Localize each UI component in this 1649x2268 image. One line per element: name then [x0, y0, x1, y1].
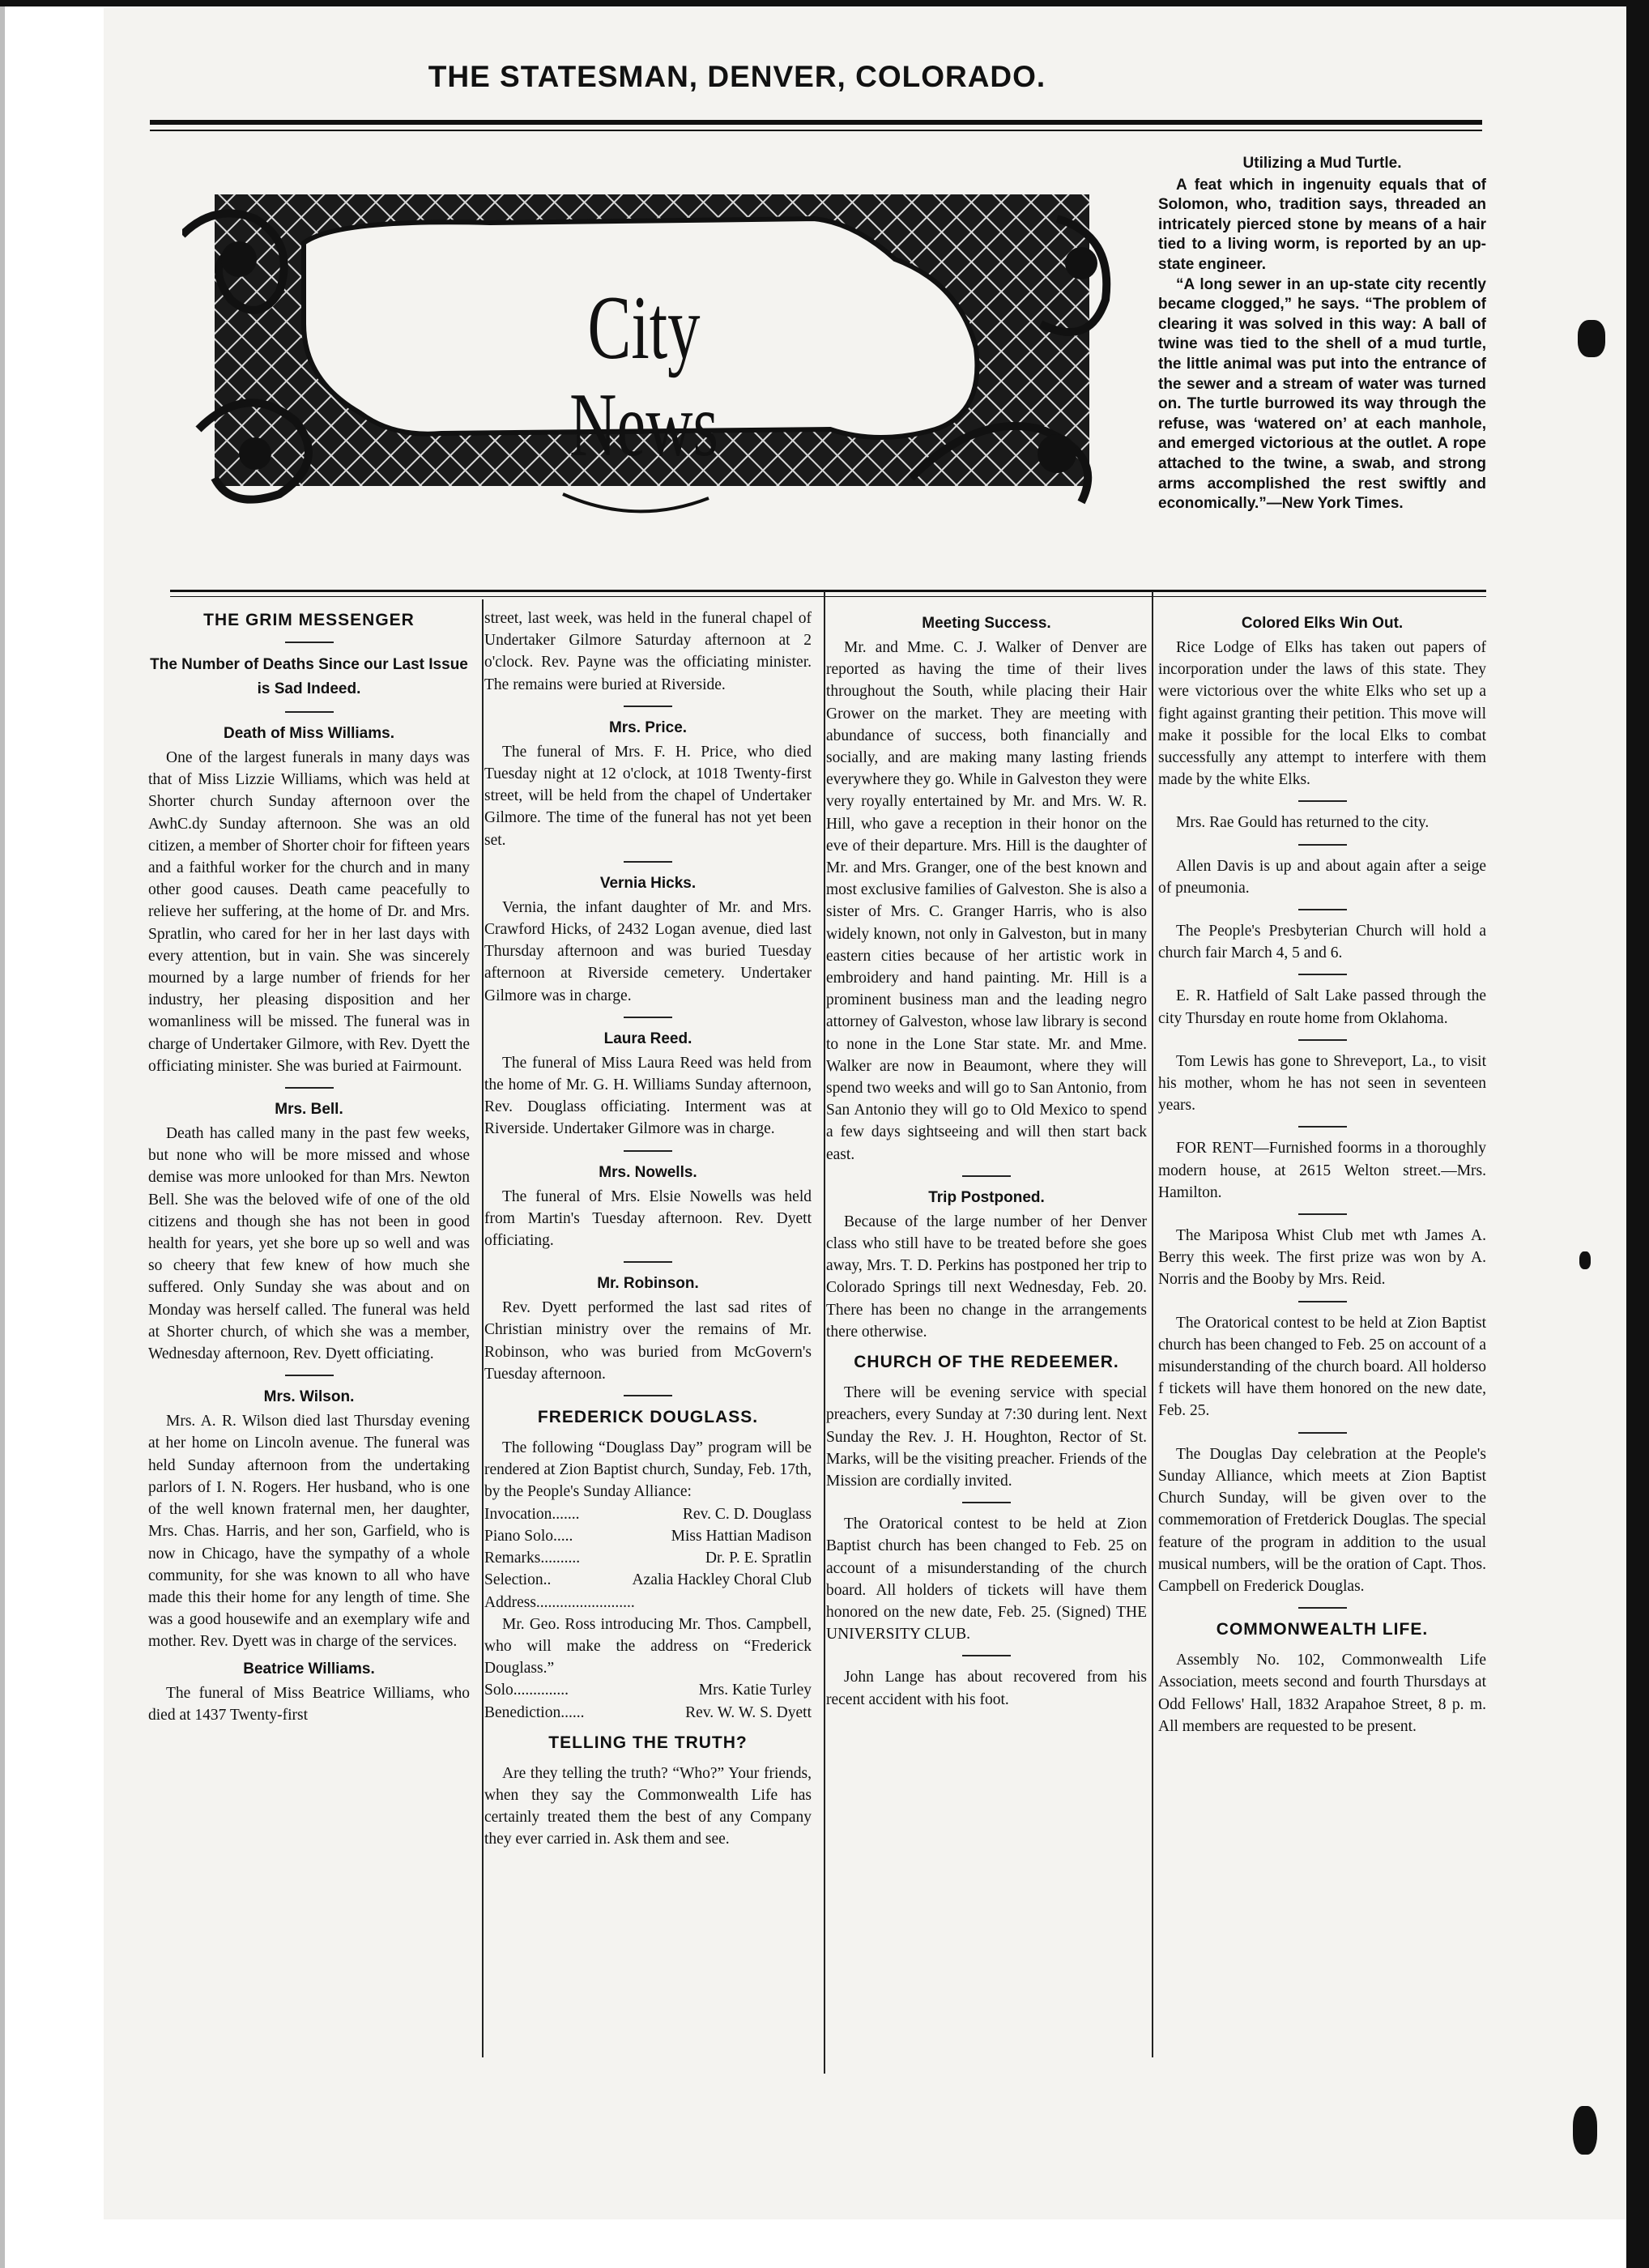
column-3 — [826, 608, 1147, 1711]
program-line — [484, 1503, 812, 1525]
sidebar-story-paragraph: “A long sewer in an up-state city recently became clogged,” he says. “The problem of clearing it was solved in this way: A ball of twine was tied to the shell of a mud turtle, the little animal was put into the entrance of the sewer and a stream of water was turned on. The turtle burrowed its way through the refuse, was ‘watered on’ at each manhole, and emerged victorious at the outlet. A rope attached to the twine, a swab, and strong arms accomplished the rest swiftly and economically.”—New York Times. — [1158, 275, 1486, 513]
dash-rule — [624, 1261, 672, 1263]
elks-text: Rice Lodge of Elks has taken out papers of incorporation under the laws of this state. They were victorious over the white Elks who set up a fight against granting their petition. This move will make it possible for the local Elks to combat successfully any attempt to interfere with them made by the white Elks. — [1158, 639, 1486, 789]
redeemer-heading: CHURCH OF THE REDEEMER. — [854, 1353, 1119, 1372]
obituary-heading: Mrs. Wilson. — [263, 1388, 355, 1406]
local-item: Mrs. Rae Gould has returned to the city. — [1176, 814, 1430, 832]
dash-rule — [285, 711, 334, 713]
grim-messenger-subheading: The Number of Deaths Since our Last Issue is Sad Indeed. — [150, 656, 468, 697]
dash-rule — [1298, 1126, 1347, 1128]
dash-rule — [962, 1175, 1011, 1177]
dash-rule — [1298, 1301, 1347, 1302]
obituary-text: One of the largest funerals in many days was that of Miss Lizzie Williams, which was held at Shorter church Sunday afternoon over the AwhC.dy Sunday afternoon. She was an old citizen, a member of Shorter choir for fifteen years and a faithful worker for the church and in many other good causes. Death came peacefully to relieve her suffering, at the home of Dr. and Mrs. Spratlin, who cared for her in her last days with every attention, but in vain. She was sincerely mourned by a large number of friends for her industry, her pleasing disposition and her womanliness will be missed. The funeral was in charge of Undertaker Gilmore, with Rev. Dyett the officiating minister. She was buried at Fairmount. — [148, 749, 470, 1075]
local-item: FOR RENT—Furnished foorms in a thoroughly modern house, at 2615 Welton street.—Mrs. Hamilton. — [1158, 1140, 1486, 1201]
local-item: Allen Davis is up and about again after a seige of pneumonia. — [1158, 857, 1486, 897]
obituary-text: Rev. Dyett performed the last sad rites of Christian ministry over the remains of Mr. Robinson, who was buried from McGovern's Tuesday afternoon. — [484, 1299, 812, 1383]
program-item: Selection.. — [484, 1571, 552, 1589]
obituary-heading: Mrs. Price. — [608, 718, 688, 736]
program-line — [484, 1592, 812, 1614]
column-2 — [484, 608, 812, 1851]
column-4 — [1158, 608, 1486, 1737]
obituary-text: The funeral of Mrs. Elsie Nowells was held from Martin's Tuesday afternoon. Rev. Dyett officiating. — [484, 1187, 812, 1250]
grim-messenger-heading: THE GRIM MESSENGER — [203, 611, 415, 629]
obituary-text: The funeral of Miss Beatrice Williams, who died at 1437 Twenty-first — [148, 1684, 470, 1724]
obituary-text: Death has called many in the past few weeks, but none who will be more missed and whose demise was more unlooked for than Mrs. Newton Bell. She was the beloved wife of one of the old citizens and though she has not been in good health for years, yet she bore up so well and was so cheery that few knew of how much she suffered. Only Sunday she was about and on Monday was herself called. The funeral was held at Shorter church, of which she was a member, Wednesday afternoon, Rev. Dyett officiating. — [148, 1125, 470, 1363]
column-divider — [1152, 591, 1153, 2057]
local-item: E. R. Hatfield of Salt Lake passed through the city Thursday en route home from Oklahoma. — [1158, 987, 1486, 1027]
obituary-text: The funeral of Miss Laura Reed was held from the home of Mr. G. H. Williams Sunday afternoon, Rev. Douglass officiating. Interment was at Riverside. Undertaker Gilmore was in charge. — [484, 1054, 812, 1138]
section-rule-thin — [170, 596, 1486, 597]
lange-text: John Lange has about recovered from his recent accident with his foot. — [826, 1669, 1147, 1708]
column-1 — [148, 601, 470, 1726]
column-divider — [482, 599, 484, 2057]
program-line — [484, 1547, 812, 1569]
program-performer: Azalia Hackley Choral Club — [632, 1571, 812, 1589]
program-performer: Miss Hattian Madison — [671, 1527, 812, 1545]
dash-rule — [624, 861, 672, 863]
program-performer: Rev. C. D. Douglass — [682, 1505, 812, 1523]
trip-text: Because of the large number of her Denver class who still have to be treated before she goes away, Mrs. T. D. Perkins has postponed her trip to Colorado Springs till next Wednesday, Feb. 20. There has been no change in the arrangements there otherwise. — [826, 1213, 1147, 1341]
commonwealth-heading: COMMONWEALTH LIFE. — [1216, 1620, 1429, 1639]
dash-rule — [962, 1502, 1011, 1503]
obituary-heading: Mrs. Nowells. — [599, 1163, 697, 1181]
obituary-heading: Mrs. Bell. — [275, 1101, 343, 1119]
program-item: Solo.............. — [484, 1682, 569, 1699]
dash-rule — [1298, 800, 1347, 802]
local-item: The Oratorical contest to be held at Zion Baptist church has been changed to Feb. 25 on account of a misunderstanding of the church board. All holderso f tickets will have them honored on the new date, Feb. 25. — [1158, 1314, 1486, 1420]
truth-text: Are they telling the truth? “Who?” Your friends, when they say the Commonwealth Life has certainly treated them the best of any Company they ever carried in. Ask them and see. — [484, 1764, 812, 1848]
local-item: The People's Presbyterian Church will hold a church fair March 4, 5 and 6. — [1158, 923, 1486, 962]
scan-right-edge — [1626, 0, 1649, 2268]
douglass-intro: The following “Douglass Day” program will be rendered at Zion Baptist church, Sunday, Feb. 17th, by the People's Sunday Alliance: — [484, 1439, 812, 1501]
dash-rule — [962, 1655, 1011, 1656]
program-item: Address......................... — [484, 1593, 635, 1611]
program-line — [484, 1702, 812, 1724]
sidebar-story-paragraph: A feat which in ingenuity equals that of Solomon, who, tradition says, threaded an intricately pierced stone by means of a hair tied to a living worm, is reported by an up-state engineer. — [1158, 176, 1486, 273]
punch-hole-icon — [1573, 2106, 1597, 2155]
local-item: The Mariposa Whist Club met wth James A. Berry this week. The first prize was won by A. Norris and the Booby by Mrs. Reid. — [1158, 1227, 1486, 1289]
dash-rule — [624, 706, 672, 707]
sidebar-story — [1158, 154, 1486, 514]
program-note: Mr. Geo. Ross introducing Mr. Thos. Campbell, who will make the address on “Frederick Douglass.” — [484, 1615, 812, 1678]
dash-rule — [624, 1395, 672, 1396]
sidebar-story-heading: Utilizing a Mud Turtle. — [1242, 155, 1402, 172]
program-performer: Mrs. Katie Turley — [698, 1682, 812, 1699]
local-item: Tom Lewis has gone to Shreveport, La., to visit his mother, whom he has not seen in seventeen years. — [1158, 1052, 1486, 1115]
dash-rule — [1298, 844, 1347, 846]
column-divider — [824, 591, 825, 2074]
dash-rule — [285, 1375, 334, 1376]
program-item: Invocation....... — [484, 1505, 580, 1523]
obituary-heading: Beatrice Williams. — [243, 1660, 375, 1678]
punch-hole-icon — [1579, 1251, 1591, 1269]
dash-rule — [1298, 1213, 1347, 1215]
banner-title: City News — [569, 278, 718, 475]
obituary-heading: Laura Reed. — [603, 1030, 692, 1047]
obituary-heading: Death of Miss Williams. — [224, 725, 394, 742]
program-performer: Rev. W. W. S. Dyett — [685, 1703, 812, 1721]
douglass-heading: FREDERICK DOUGLASS. — [537, 1408, 759, 1427]
trip-heading: Trip Postponed. — [928, 1188, 1045, 1206]
dash-rule — [1298, 974, 1347, 975]
truth-heading: TELLING THE TRUTH? — [548, 1733, 748, 1752]
oratorical-text: The Oratorical contest to be held at Zion Baptist church has been changed to Feb. 25 on account of a misunderstanding of the church board. All holders of tickets will have them honored on the new date, Feb. 25. (Signed) THE UNIVERSITY CLUB. — [826, 1516, 1147, 1643]
obituary-text: The funeral of Mrs. F. H. Price, who died Tuesday night at 12 o'clock, at 1018 Twenty-first street, will be held from the chapel of Undertaker Gilmore. The time of the funeral has not yet been set. — [484, 743, 812, 849]
dash-rule — [1298, 1432, 1347, 1434]
meeting-text: Mr. and Mme. C. J. Walker of Denver are reported as having the time of their lives throughout the South, while placing their Hair Grower on the market. They are meeting with abundance of success, both financially and socially, and are making many lasting friends everywhere they go. While in Galveston they were very royally entertained by Mr. and Mrs. W. R. Hill, who gave a reception in their honor on the eve of their departure. Mrs. Hill is the daughter of Mr. and Mrs. Granger, one of the best known and most exclusive families of Galveston. She is also a sister of Mrs. C. Granger Harris, who is also widely known, not only in Galveston, but in many eastern cities because of her artistic work in embroidery and hand painting. Mr. Hill is a prominent business man and the leading negro attorney of Galveston, whose law library is second to none in the Lone Star state. Mr. and Mme. Walker are now in Beaumont, where they will spend two weeks and will go to San Antonio, from San Antonio they will go to Old Mexico to spend a few days sightseeing and will then start back east. — [826, 639, 1147, 1163]
program-line — [484, 1525, 812, 1547]
program-line — [484, 1569, 812, 1591]
program-line — [484, 1679, 812, 1701]
obituary-text: Mrs. A. R. Wilson died last Thursday evening at her home on Lincoln avenue. The funeral was held Sunday afternoon from the undertaking parlors of I. N. Rogers. Her husband, who is one of the well known fraternal men, her daughter, Mrs. Chas. Harris, and her son, Garfield, who is now in Chicago, have the sympathy of a whole community, for she was known to all who have made this their home for any length of time. She was a good housewife and an exemplary wife and mother. Rev. Dyett was in charge of the services. — [148, 1413, 470, 1651]
meeting-heading: Meeting Success. — [922, 615, 1051, 632]
masthead-rule — [150, 120, 1482, 125]
dash-rule — [624, 1150, 672, 1152]
program-item: Benediction...... — [484, 1703, 585, 1721]
redeemer-text: There will be evening service with special preachers, every Sunday at 7:30 during lent. Next Sunday the Rev. J. H. Houghton, Rector of St. Marks, will be the visiting preacher. Friends of the Mission are cordially invited. — [826, 1384, 1147, 1490]
program-performer: Dr. P. E. Spratlin — [705, 1550, 812, 1567]
obituary-text: street, last week, was held in the funeral chapel of Undertaker Gilmore Saturday afternoon at 2 o'clock. Rev. Payne was the officiating minister. The remains were buried at Riverside. — [484, 610, 812, 693]
punch-hole-icon — [1578, 320, 1605, 357]
dash-rule — [285, 1087, 334, 1089]
scan-left-edge — [0, 0, 5, 2268]
city-news-banner — [182, 186, 1134, 526]
program-item: Piano Solo..... — [484, 1527, 573, 1545]
obituary-text: Vernia, the infant daughter of Mr. and Mrs. Crawford Hicks, of 2432 Logan avenue, died last Thursday afternoon and was buried Tuesday afternoon at Riverside cemetery. Undertaker Gilmore was in charge. — [484, 898, 812, 1004]
local-item: The Douglas Day celebration at the People's Sunday Alliance, which meets at Zion Baptist Church Sunday, will be given over to the commemoration of Fretderick Douglas. The special feature of the program in addition to the usual musical numbers, will be the oration of Capt. Thos. Campbell on Frederick Douglas. — [1158, 1445, 1486, 1595]
commonwealth-text: Assembly No. 102, Commonwealth Life Association, meets second and fourth Thursdays at Odd Fellows' Hall, 1832 Arapahoe Street, 8 p. m. All members are requested to be present. — [1158, 1652, 1486, 1735]
dash-rule — [285, 642, 334, 643]
masthead-rule-thin — [150, 130, 1482, 131]
obituary-heading: Mr. Robinson. — [597, 1275, 699, 1293]
section-rule — [170, 590, 1486, 592]
dash-rule — [1298, 909, 1347, 910]
obituary-heading: Vernia Hicks. — [599, 874, 697, 892]
dash-rule — [624, 1017, 672, 1018]
masthead: THE STATESMAN, DENVER, COLORADO. — [428, 60, 1046, 93]
dash-rule — [1298, 1607, 1347, 1609]
scan-top-edge — [0, 0, 1649, 6]
elks-heading: Colored Elks Win Out. — [1241, 615, 1404, 632]
dash-rule — [1298, 1039, 1347, 1041]
program-item: Remarks.......... — [484, 1550, 581, 1567]
